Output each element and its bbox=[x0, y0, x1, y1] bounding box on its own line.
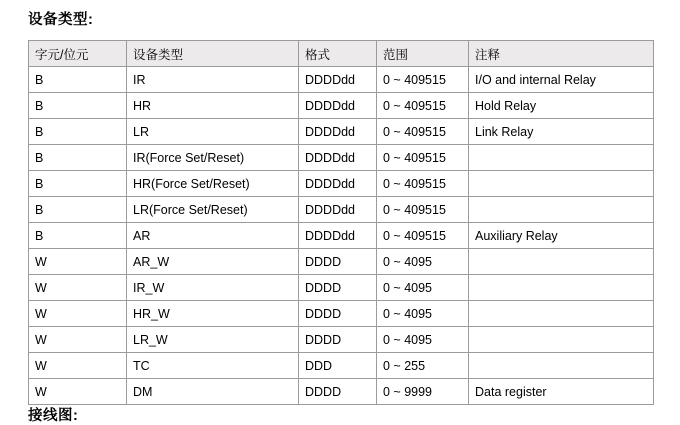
cell-remark bbox=[469, 145, 654, 171]
cell-range: 0 ~ 9999 bbox=[377, 379, 469, 405]
table-row bbox=[29, 301, 654, 327]
cell-range: 0 ~ 409515 bbox=[377, 223, 469, 249]
cell-remark: Hold Relay bbox=[469, 93, 654, 119]
cell-format: DDDD bbox=[299, 327, 377, 353]
cell-word-bit: W bbox=[29, 249, 127, 275]
cell-remark: Link Relay bbox=[469, 119, 654, 145]
device-type-table bbox=[28, 40, 654, 405]
table-header-row bbox=[29, 41, 654, 67]
cell-format: DDDDdd bbox=[299, 223, 377, 249]
cell-device-type: IR_W bbox=[127, 275, 299, 301]
cell-device-type: IR bbox=[127, 67, 299, 93]
table-header bbox=[29, 41, 654, 67]
column-header-word-bit: 字元/位元 bbox=[29, 41, 127, 67]
cell-device-type: IR(Force Set/Reset) bbox=[127, 145, 299, 171]
cell-range: 0 ~ 4095 bbox=[377, 301, 469, 327]
table-row bbox=[29, 379, 654, 405]
wiring-diagram-heading: 接线图: bbox=[28, 408, 79, 424]
cell-remark bbox=[469, 249, 654, 275]
cell-remark bbox=[469, 327, 654, 353]
cell-range: 0 ~ 255 bbox=[377, 353, 469, 379]
cell-format: DDDD bbox=[299, 379, 377, 405]
cell-format: DDDDdd bbox=[299, 171, 377, 197]
cell-device-type: LR(Force Set/Reset) bbox=[127, 197, 299, 223]
column-header-remark: 注释 bbox=[469, 41, 654, 67]
cell-word-bit: B bbox=[29, 67, 127, 93]
cell-device-type: AR_W bbox=[127, 249, 299, 275]
cell-range: 0 ~ 4095 bbox=[377, 275, 469, 301]
cell-word-bit: B bbox=[29, 93, 127, 119]
table-row bbox=[29, 93, 654, 119]
cell-device-type: LR bbox=[127, 119, 299, 145]
cell-range: 0 ~ 409515 bbox=[377, 93, 469, 119]
cell-remark: Data register bbox=[469, 379, 654, 405]
cell-format: DDDDdd bbox=[299, 119, 377, 145]
table-row bbox=[29, 249, 654, 275]
cell-remark: Auxiliary Relay bbox=[469, 223, 654, 249]
cell-device-type: LR_W bbox=[127, 327, 299, 353]
cell-remark bbox=[469, 171, 654, 197]
cell-range: 0 ~ 409515 bbox=[377, 197, 469, 223]
cell-format: DDDDdd bbox=[299, 197, 377, 223]
table-row bbox=[29, 171, 654, 197]
cell-device-type: HR_W bbox=[127, 301, 299, 327]
cell-word-bit: B bbox=[29, 197, 127, 223]
cell-word-bit: B bbox=[29, 223, 127, 249]
cell-device-type: TC bbox=[127, 353, 299, 379]
cell-range: 0 ~ 409515 bbox=[377, 119, 469, 145]
cell-remark bbox=[469, 197, 654, 223]
cell-word-bit: W bbox=[29, 353, 127, 379]
cell-format: DDDDdd bbox=[299, 93, 377, 119]
cell-format: DDDD bbox=[299, 301, 377, 327]
cell-remark bbox=[469, 353, 654, 379]
cell-device-type: HR(Force Set/Reset) bbox=[127, 171, 299, 197]
cell-format: DDDD bbox=[299, 249, 377, 275]
table-row bbox=[29, 197, 654, 223]
cell-range: 0 ~ 409515 bbox=[377, 67, 469, 93]
table-row bbox=[29, 327, 654, 353]
cell-format: DDDDdd bbox=[299, 145, 377, 171]
table-row bbox=[29, 353, 654, 379]
cell-word-bit: B bbox=[29, 119, 127, 145]
cell-word-bit: B bbox=[29, 171, 127, 197]
cell-remark bbox=[469, 275, 654, 301]
cell-device-type: DM bbox=[127, 379, 299, 405]
cell-word-bit: W bbox=[29, 327, 127, 353]
table-body bbox=[29, 67, 654, 405]
column-header-device-type: 设备类型 bbox=[127, 41, 299, 67]
column-header-range: 范围 bbox=[377, 41, 469, 67]
table-row bbox=[29, 119, 654, 145]
device-type-table-wrapper bbox=[28, 40, 653, 405]
cell-remark: I/O and internal Relay bbox=[469, 67, 654, 93]
cell-word-bit: W bbox=[29, 301, 127, 327]
cell-word-bit: W bbox=[29, 275, 127, 301]
cell-format: DDD bbox=[299, 353, 377, 379]
cell-device-type: AR bbox=[127, 223, 299, 249]
column-header-format: 格式 bbox=[299, 41, 377, 67]
cell-remark bbox=[469, 301, 654, 327]
cell-word-bit: B bbox=[29, 145, 127, 171]
table-row bbox=[29, 275, 654, 301]
cell-range: 0 ~ 4095 bbox=[377, 249, 469, 275]
cell-device-type: HR bbox=[127, 93, 299, 119]
table-row bbox=[29, 145, 654, 171]
cell-range: 0 ~ 409515 bbox=[377, 171, 469, 197]
table-row bbox=[29, 223, 654, 249]
cell-range: 0 ~ 4095 bbox=[377, 327, 469, 353]
cell-word-bit: W bbox=[29, 379, 127, 405]
table-row bbox=[29, 67, 654, 93]
cell-range: 0 ~ 409515 bbox=[377, 145, 469, 171]
cell-format: DDDD bbox=[299, 275, 377, 301]
page-title: 设备类型: bbox=[28, 12, 94, 28]
cell-format: DDDDdd bbox=[299, 67, 377, 93]
